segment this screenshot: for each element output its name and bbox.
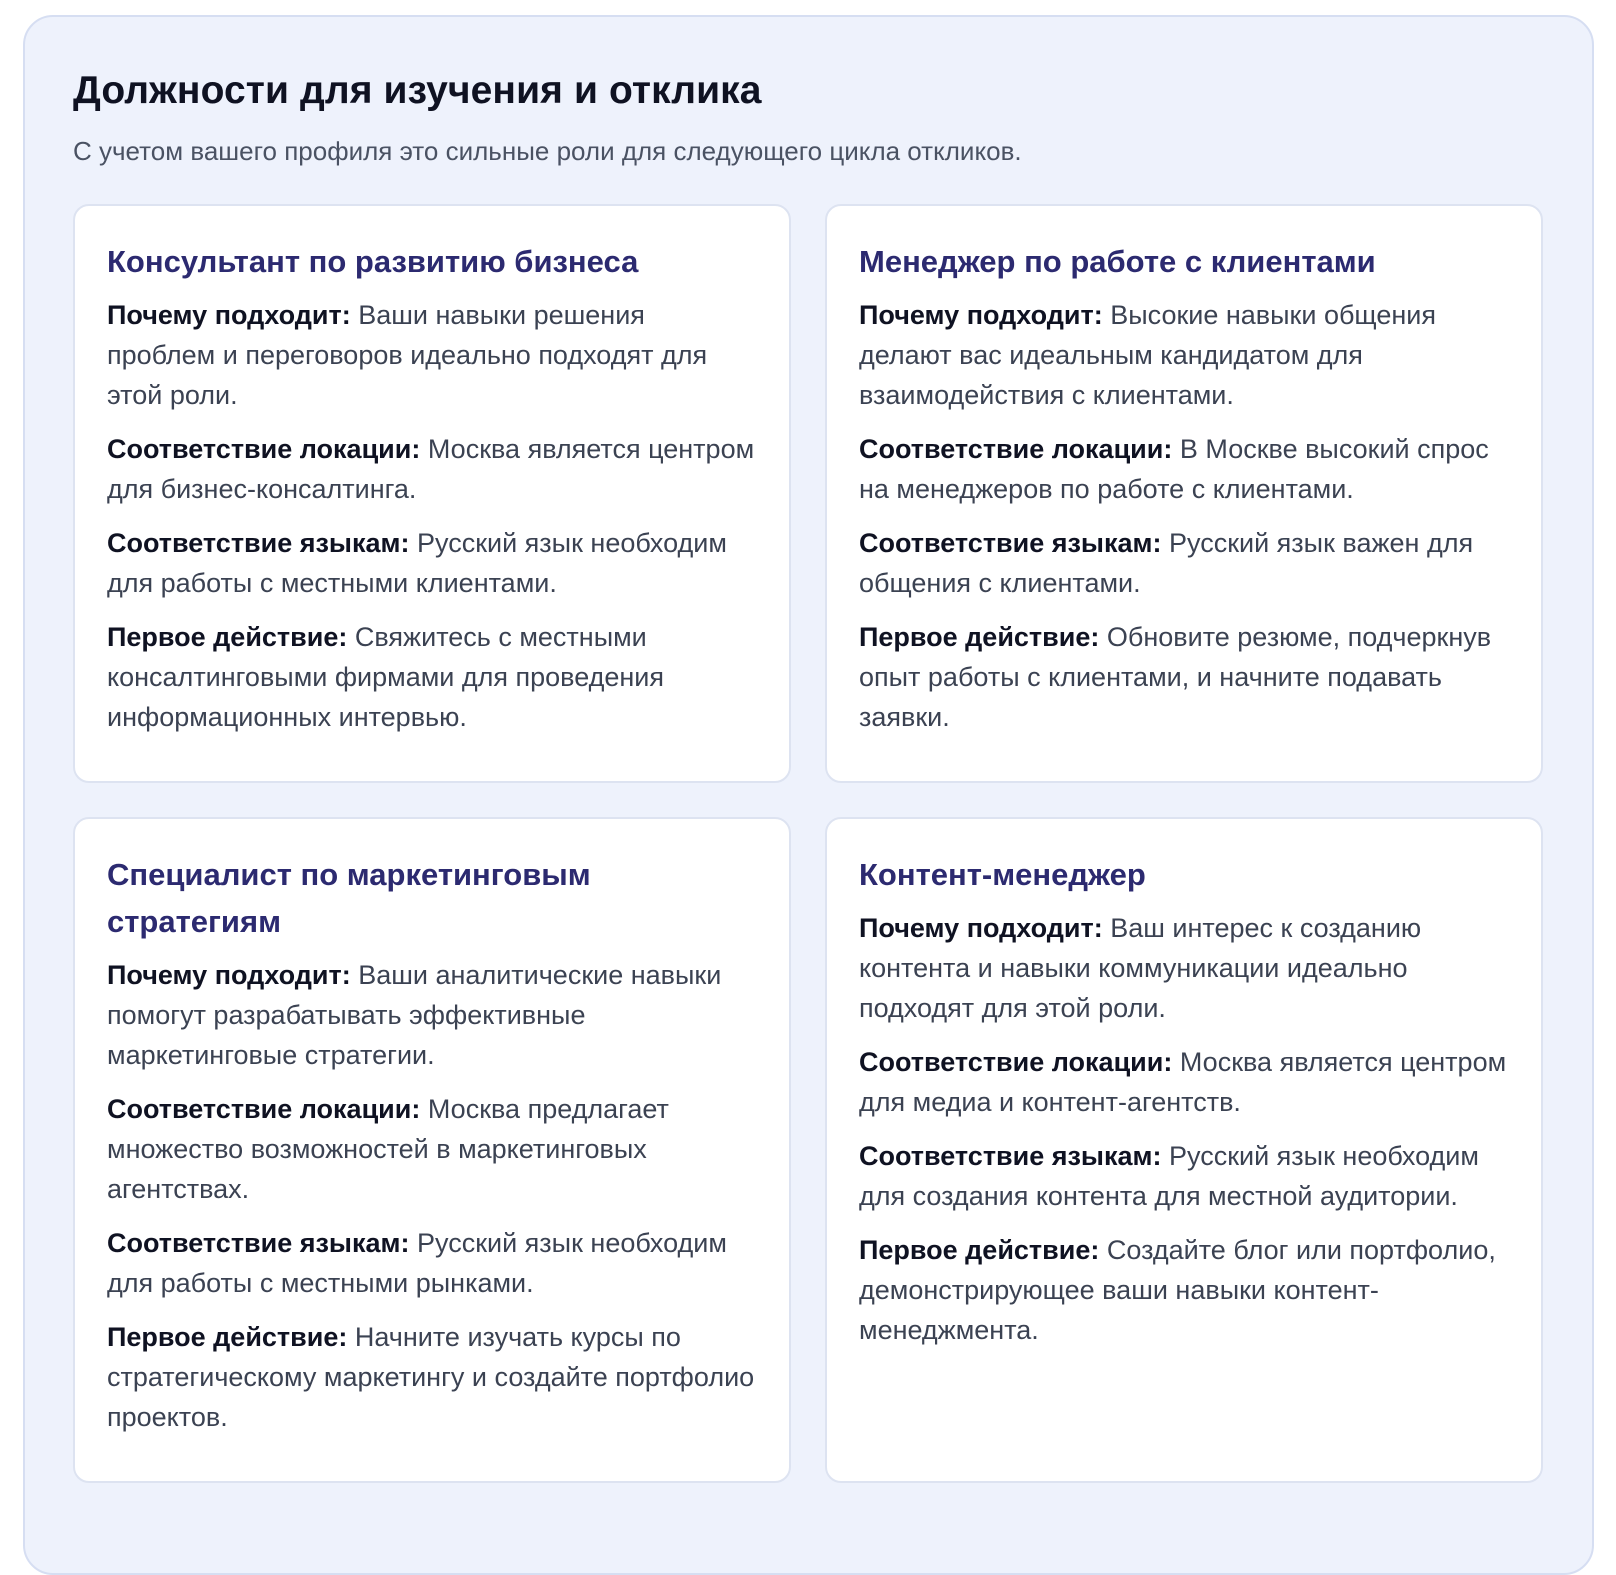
role-card-content-manager <box>825 817 1543 1483</box>
role-first-step-text: Начните изучать курсы по стратегическому маркетингу и создайте портфолио проектов. <box>107 1322 755 1432</box>
role-languages-label: Соответствие языкам: <box>107 528 410 558</box>
role-card-title: Консультант по развитию бизнеса <box>107 244 639 279</box>
role-first-step-text: Создайте блог или портфолио, демонстрирующее ваши навыки контент-менеджмента. <box>859 1235 1496 1345</box>
role-why-row <box>107 955 757 1075</box>
role-languages-text: Русский язык важен для общения с клиентами. <box>859 528 1474 598</box>
role-languages-row <box>859 1136 1509 1216</box>
role-location-row <box>859 429 1509 509</box>
role-languages-text: Русский язык необходим для создания контента для местной аудитории. <box>859 1141 1479 1211</box>
role-why-text: Ваш интерес к созданию контента и навыки коммуникации идеально подходят для этой роли. <box>859 913 1422 1023</box>
role-location-text: В Москве высокий спрос на менеджеров по работе с клиентами. <box>859 434 1489 504</box>
role-why-text: Ваши аналитические навыки помогут разрабатывать эффективные маркетинговые стратегии. <box>107 960 722 1070</box>
role-first-step-row <box>107 617 757 737</box>
role-first-step-label: Первое действие: <box>107 1322 348 1352</box>
role-why-text: Высокие навыки общения делают вас идеальным кандидатом для взаимодействия с клиентами. <box>859 300 1436 410</box>
page-title: Должности для изучения и отклика <box>73 69 762 112</box>
role-languages-row <box>107 523 757 603</box>
role-location-label: Соответствие локации: <box>107 434 421 464</box>
role-location-row <box>859 1042 1509 1122</box>
role-card-marketing-strategist <box>73 817 791 1483</box>
role-location-label: Соответствие локации: <box>859 1047 1173 1077</box>
role-languages-label: Соответствие языкам: <box>107 1228 410 1258</box>
role-first-step-label: Первое действие: <box>859 1235 1100 1265</box>
role-languages-label: Соответствие языкам: <box>859 1141 1162 1171</box>
role-card-business-consultant <box>73 204 791 783</box>
role-location-label: Соответствие локации: <box>859 434 1173 464</box>
role-first-step-row <box>859 617 1509 737</box>
role-location-label: Соответствие локации: <box>107 1094 421 1124</box>
role-location-text: Москва предлагает множество возможностей в маркетинговых агентствах. <box>107 1094 669 1204</box>
role-first-step-row <box>859 1230 1509 1350</box>
role-why-label: Почему подходит: <box>107 300 351 330</box>
role-card-client-manager <box>825 204 1543 783</box>
role-languages-text: Русский язык необходим для работы с местными клиентами. <box>107 528 727 598</box>
page-subtitle: С учетом вашего профиля это сильные роли для следующего цикла откликов. <box>73 136 1022 166</box>
role-location-text: Москва является центром для медиа и контент-агентств. <box>859 1047 1507 1117</box>
role-languages-text: Русский язык необходим для работы с местными рынками. <box>107 1228 727 1298</box>
role-why-row <box>107 295 757 415</box>
role-languages-label: Соответствие языкам: <box>859 528 1162 558</box>
role-first-step-label: Первое действие: <box>107 622 348 652</box>
role-why-label: Почему подходит: <box>859 300 1103 330</box>
role-why-label: Почему подходит: <box>107 960 351 990</box>
role-card-title: Специалист по маркетинговым стратегиям <box>107 857 591 939</box>
role-why-label: Почему подходит: <box>859 913 1103 943</box>
role-first-step-label: Первое действие: <box>859 622 1100 652</box>
role-why-row <box>859 295 1509 415</box>
role-location-row <box>107 429 757 509</box>
role-card-title: Контент-менеджер <box>859 857 1146 892</box>
role-first-step-row <box>107 1317 757 1437</box>
role-location-row <box>107 1089 757 1209</box>
role-languages-row <box>107 1223 757 1303</box>
role-why-text: Ваши навыки решения проблем и переговоров идеально подходят для этой роли. <box>107 300 708 410</box>
role-first-step-text: Обновите резюме, подчеркнув опыт работы с клиентами, и начните подавать заявки. <box>859 622 1492 732</box>
role-location-text: Москва является центром для бизнес-консалтинга. <box>107 434 755 504</box>
recommended-roles-panel <box>23 15 1594 1575</box>
role-cards-grid <box>73 204 1544 1483</box>
role-why-row <box>859 908 1509 1028</box>
role-first-step-text: Свяжитесь с местными консалтинговыми фирмами для проведения информационных интервью. <box>107 622 665 732</box>
role-card-title: Менеджер по работе с клиентами <box>859 244 1376 279</box>
role-languages-row <box>859 523 1509 603</box>
